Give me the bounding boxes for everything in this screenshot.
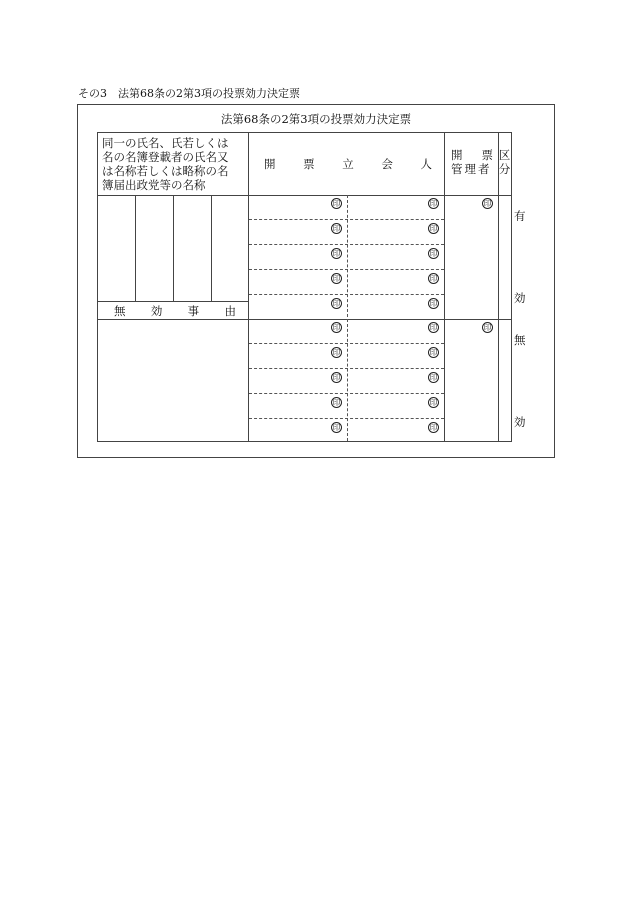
- seal-icon: 印: [429, 224, 438, 233]
- valid-label-1: 有: [514, 209, 526, 223]
- manager-header-line1: [451, 148, 493, 162]
- seal-icon: 印: [332, 299, 341, 308]
- manager-header-line2: 管理者: [451, 162, 492, 176]
- seal-icon: 印: [332, 373, 341, 382]
- manager-header-char: 票: [481, 148, 493, 162]
- divider-name-column: [248, 133, 249, 441]
- seal-icon: 印: [332, 398, 341, 407]
- manager-header-char: 開: [451, 148, 463, 162]
- seal-icon: 印: [332, 423, 341, 432]
- manager-header: [451, 148, 493, 176]
- witness-row-dashed: [249, 418, 444, 419]
- seal-icon: 印: [483, 323, 492, 332]
- seal-icon: 印: [429, 373, 438, 382]
- name-header-line: 簿届出政党等の名称: [102, 178, 206, 192]
- invalid-label-2: 効: [514, 415, 526, 429]
- seal-icon: 印: [332, 323, 341, 332]
- divider-manager-column: [498, 133, 499, 441]
- category-header-char: 区: [498, 148, 511, 162]
- name-subcolumn-2: [173, 195, 174, 301]
- witness-row-dashed: [249, 368, 444, 369]
- name-header-line: 名の名簿登載者の氏名又: [102, 150, 229, 164]
- invalid-reason-char: 由: [224, 304, 236, 318]
- category-header-char: 分: [498, 162, 511, 176]
- category-header: [498, 148, 511, 176]
- witness-row-dashed: [249, 269, 444, 270]
- form-title: 法第68条の2第3項の投票効力決定票: [220, 112, 412, 126]
- seal-icon: 印: [332, 249, 341, 258]
- seal-icon: 印: [429, 398, 438, 407]
- seal-icon: 印: [332, 224, 341, 233]
- invalid-reason-label: [114, 304, 236, 318]
- witness-header-char: 立: [342, 157, 354, 171]
- name-subcolumn-1: [135, 195, 136, 301]
- witness-center-dashed: [347, 195, 348, 441]
- invalid-reason-char: 事: [187, 304, 200, 318]
- name-column-header: [102, 136, 246, 192]
- witness-row-dashed: [249, 219, 444, 220]
- name-header-line: は名称若しくは略称の名: [102, 164, 229, 178]
- witness-row-dashed: [249, 393, 444, 394]
- seal-icon: 印: [429, 348, 438, 357]
- valid-label-2: 効: [514, 291, 526, 305]
- witness-header-char: 人: [420, 157, 432, 171]
- seal-icon: 印: [429, 299, 438, 308]
- invalid-reason-char: 無: [114, 304, 126, 318]
- seal-icon: 印: [483, 199, 492, 208]
- witness-header-char: 開: [264, 157, 276, 171]
- witness-header-char: 票: [303, 157, 315, 171]
- invalid-label-1: 無: [514, 333, 526, 347]
- reason-label-divider: [98, 301, 248, 302]
- witness-header: [264, 157, 432, 171]
- seal-icon: 印: [429, 423, 438, 432]
- divider-witness-column: [444, 133, 445, 441]
- invalid-reason-char: 効: [150, 304, 163, 318]
- seal-icon: 印: [332, 199, 341, 208]
- seal-icon: 印: [429, 323, 438, 332]
- valid-invalid-divider: [98, 319, 511, 320]
- header-divider: [98, 195, 511, 196]
- name-header-line: 同一の氏名、氏若しくは: [102, 136, 229, 150]
- witness-row-dashed: [249, 343, 444, 344]
- seal-icon: 印: [332, 348, 341, 357]
- witness-row-dashed: [249, 294, 444, 295]
- page-heading: その3 法第68条の2第3項の投票効力決定票: [78, 87, 300, 100]
- seal-icon: 印: [429, 249, 438, 258]
- seal-icon: 印: [332, 274, 341, 283]
- seal-icon: 印: [429, 199, 438, 208]
- witness-header-char: 会: [381, 157, 393, 171]
- witness-row-dashed: [249, 244, 444, 245]
- form-grid: [97, 132, 526, 442]
- name-subcolumn-3: [211, 195, 212, 301]
- seal-icon: 印: [429, 274, 438, 283]
